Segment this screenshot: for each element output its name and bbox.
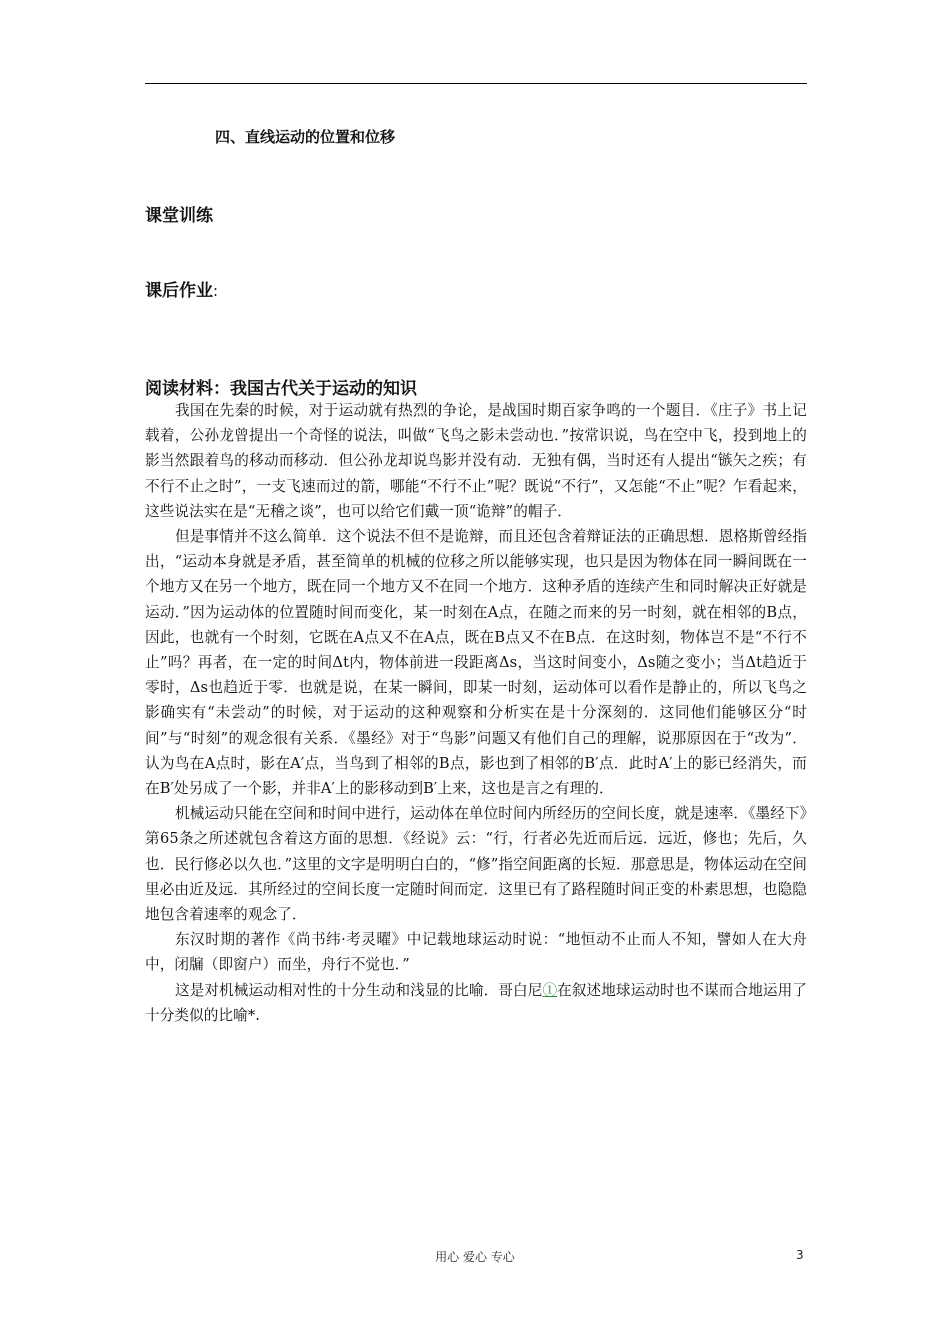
- footnote-link[interactable]: ①: [542, 981, 558, 999]
- paragraph-1: 我国在先秦的时候，对于运动就有热烈的争论，是战国时期百家争鸣的一个题目．《庄子》书上记载着，公孙龙曾提出一个奇怪的说法，叫做“飞鸟之影未尝动也．”按常识说，鸟在空中飞，投到地上的影当然跟着鸟的移动而移动．但公孙龙却说鸟影并没有动．无独有偶，当时还有人提出“镞矢之疾；有不行不止之时”，一支飞速而过的箭，哪能“不行不止”呢？既说“不行”，又怎能“不止”呢？乍看起来，这些说法实在是“无稽之谈”，也可以给它们戴一顶“诡辩”的帽子．: [145, 402, 807, 520]
- homework-colon: :: [213, 282, 219, 300]
- paragraph-3: 机械运动只能在空间和时间中进行，运动体在单位时间内所经历的空间长度，就是速率．《墨经下》第65条之所述就包含着这方面的思想．《经说》云：“行，行者必先近而后远．远近，修也；先后，久也．民行修必以久也．”这里的文字是明明白白的，“修”指空间距离的长短．那意思是，物体运动在空间里必由近及远．其所经过的空间长度一定随时间而定．这里已有了路程随时间正变的朴素思想，也隐隐地包含着速率的观念了．: [145, 805, 807, 924]
- page-number: 3: [796, 1248, 804, 1262]
- header-rule: [145, 83, 807, 84]
- paragraph-5: [145, 978, 807, 1028]
- paragraph-2: 但是事情并不这么简单．这个说法不但不是诡辩，而且还包含着辩证法的正确思想．恩格斯曾经指出，“运动本身就是矛盾，甚至简单的机械的位移之所以能够实现，也只是因为物体在同一瞬间既在一个地方又在另一个地方，既在同一个地方又不在同一个地方．这种矛盾的连续产生和同时解决正好就是运动．”因为运动体的位置随时间而变化，某一时刻在A点，在随之而来的另一时刻，就在相邻的B点，因此，也就有一个时刻，它既在A点又不在A点，既在B点又不在B点．在这时刻，物体岂不是“不行不止”吗？再者，在一定的时间Δt内，物体前进一段距离Δs，当这时间变小，Δs随之变小；当Δt趋近于零时，Δs也趋近于零．也就是说，在某一瞬间，即某一时刻，运动体可以看作是静止的，所以飞鸟之影确实有“未尝动”的时候，对于运动的这种观察和分析实在是十分深刻的．这同他们能够区分“时间”与“时刻”的观念很有关系．《墨经》对于“鸟影”问题又有他们自己的理解，说那原因在于“改为”．认为鸟在A点时，影在A′点，当鸟到了相邻的B点，影也到了相邻的B′点．此时A′上的影已经消失，而在B′处另成了一个影，并非A′上的影移动到B′上来，这也是言之有理的．: [145, 528, 807, 798]
- paragraph-5-text-before: 这是对机械运动相对性的十分生动和浅显的比喻．哥白尼: [175, 981, 543, 999]
- paragraph-5-text-after: 在叙述地球运动时也不谋而合地运用了十分类似的比喻*.: [145, 981, 807, 1024]
- homework-heading: [145, 276, 218, 301]
- classroom-training-heading: 课堂训练: [145, 206, 213, 226]
- reading-body: [145, 398, 807, 1028]
- homework-heading-text: 课后作业: [145, 281, 213, 301]
- reading-material-title: 阅读材料：我国古代关于运动的知识: [145, 379, 417, 399]
- page-footer: 用心 爱心 专心: [435, 1250, 515, 1264]
- paragraph-4: 东汉时期的著作《尚书纬·考灵曜》中记载地球运动时说：“地恒动不止而人不知，譬如人在大舟中，闭牖（即窗户）而坐，舟行不觉也．”: [145, 931, 807, 974]
- section-title: 四、直线运动的位置和位移: [215, 128, 396, 146]
